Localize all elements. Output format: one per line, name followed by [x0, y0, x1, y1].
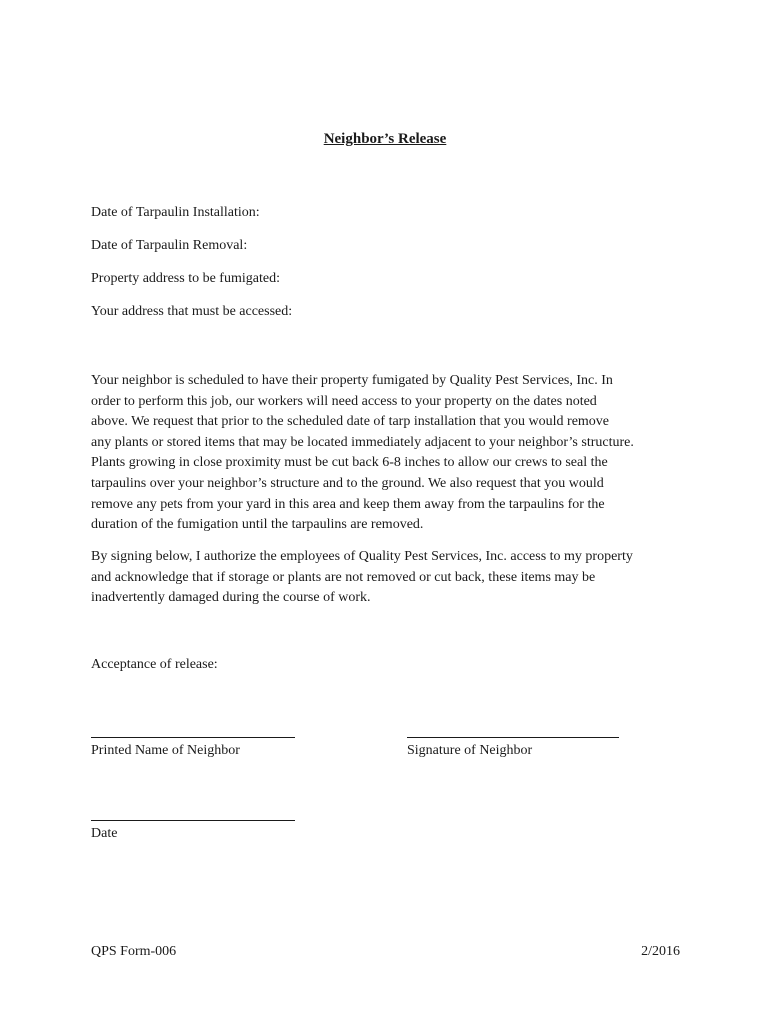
paragraph-line: By signing below, I authorize the employees of Quality Pest Services, Inc. access to my property	[91, 549, 633, 564]
paragraph-line: Plants growing in close proximity must be cut back 6-8 inches to allow our crews to seal the	[91, 455, 608, 471]
printed-name-label: Printed Name of Neighbor	[91, 743, 240, 758]
notice-paragraph	[91, 371, 691, 536]
paragraph-line: order to perform this job, our workers will need access to your property on the dates noted	[91, 393, 597, 409]
printed-name-line[interactable]	[91, 737, 295, 738]
paragraph-line: tarpaulins over your neighbor’s structure and to the ground. We also request that you would	[91, 475, 604, 491]
paragraph-line: any plants or stored items that may be located immediately adjacent to your neighbor’s structure.	[91, 434, 634, 450]
date-label: Date	[91, 826, 118, 841]
acceptance-label: Acceptance of release:	[91, 657, 218, 672]
paragraph-line: inadvertently damaged during the course of work.	[91, 590, 371, 606]
form-id: QPS Form-006	[91, 944, 177, 959]
signature-label: Signature of Neighbor	[407, 743, 533, 758]
paragraph-line: remove any pets from your yard in this area and keep them away from the tarpaulins for the	[91, 496, 605, 512]
paragraph-line: Your neighbor is scheduled to have their property fumigated by Quality Pest Services, Inc. In	[91, 373, 613, 388]
revision-date: 2/2016	[641, 944, 680, 959]
signature-line[interactable]	[407, 737, 619, 738]
paragraph-line: and acknowledge that if storage or plants are not removed or cut back, these items may be	[91, 569, 596, 585]
your-address-label: Your address that must be accessed:	[91, 304, 293, 319]
document-title: Neighbor’s Release	[323, 131, 447, 147]
tarp-installation-label: Date of Tarpaulin Installation:	[91, 205, 260, 220]
authorization-paragraph	[91, 547, 691, 609]
date-line[interactable]	[91, 820, 295, 821]
paragraph-line: above. We request that prior to the scheduled date of tarp installation that you would remove	[91, 414, 610, 430]
property-address-label: Property address to be fumigated:	[91, 271, 280, 286]
paragraph-line: duration of the fumigation until the tarpaulins are removed.	[91, 517, 424, 533]
tarp-removal-label: Date of Tarpaulin Removal:	[91, 238, 248, 253]
